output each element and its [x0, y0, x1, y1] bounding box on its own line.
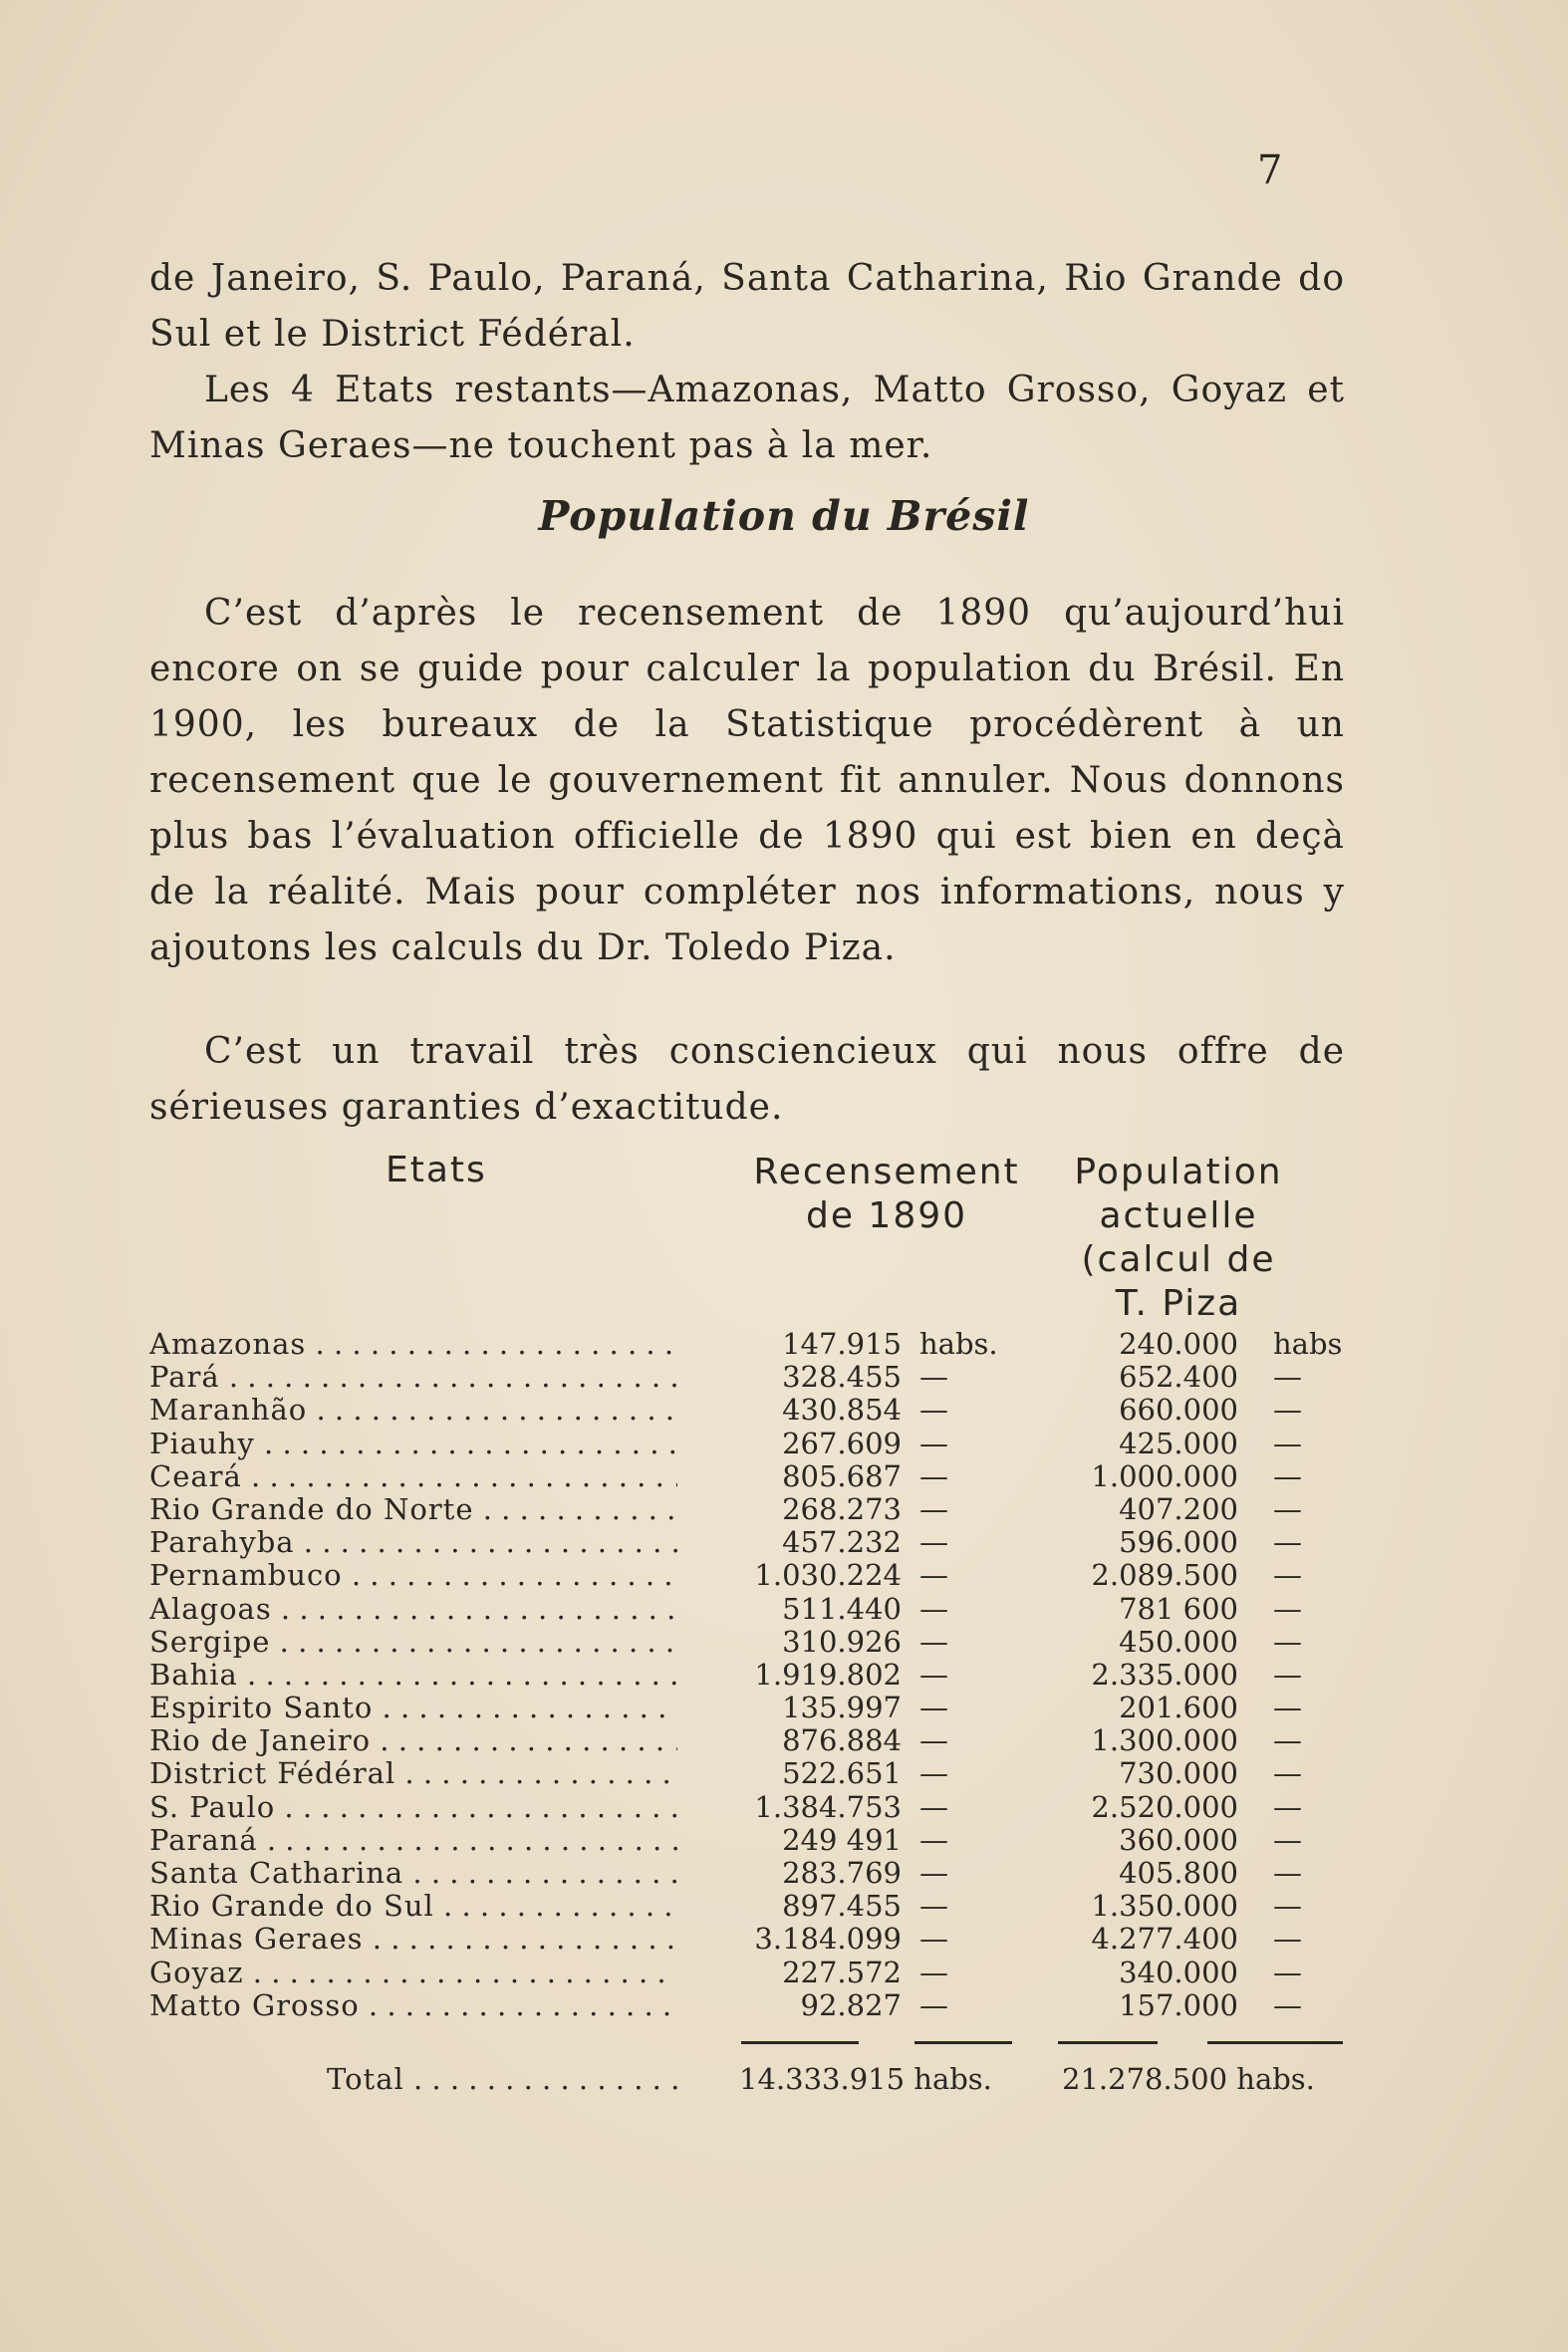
recensement-value: 522.651: [782, 1756, 902, 1791]
recensement-unit: —: [919, 1458, 948, 1493]
population-unit: —: [1273, 1955, 1302, 1989]
population-unit: —: [1273, 1691, 1302, 1725]
recensement-value: 897.455: [782, 1889, 902, 1924]
state-name: S. Paulo . . .: [149, 1791, 677, 1824]
population-value: 2.520.000: [1091, 1789, 1238, 1824]
state-name: Pará . . .: [149, 1361, 677, 1394]
population-value: 4.277.400: [1091, 1922, 1238, 1957]
recensement-value: 430.854: [782, 1393, 902, 1428]
state-name: Maranhão . . .: [149, 1394, 677, 1427]
recensement-unit: habs.: [919, 1327, 998, 1361]
state-name: Rio Grande do Sul . . .: [149, 1890, 677, 1923]
recensement-value: 876.884: [782, 1723, 902, 1758]
population-unit: —: [1273, 1657, 1302, 1692]
recensement-unit: —: [919, 1558, 948, 1593]
table-row: [149, 1824, 1345, 1857]
recensement-unit: —: [919, 1889, 948, 1924]
table-row: [149, 1692, 1345, 1724]
population-value: 407.200: [1119, 1491, 1238, 1526]
recensement-unit: —: [919, 1822, 948, 1857]
population-value: 660.000: [1119, 1393, 1238, 1428]
recensement-value: 805.687: [782, 1458, 902, 1493]
table-row: [149, 1559, 1345, 1592]
state-name: Pernambuco . . .: [149, 1559, 677, 1592]
state-name: Sergipe . . .: [149, 1626, 677, 1659]
total-rule: [1058, 2041, 1158, 2044]
recensement-unit: —: [919, 1723, 948, 1758]
recensement-unit: —: [919, 1525, 948, 1560]
recensement-value: 147.915: [782, 1327, 902, 1361]
total-rule: [915, 2041, 1012, 2044]
table-row: [149, 1328, 1345, 1361]
recensement-unit: —: [919, 1591, 948, 1626]
population-unit: —: [1273, 1360, 1302, 1395]
column-header-etats: Etats: [386, 1150, 487, 1190]
table-row: [149, 1460, 1345, 1493]
table-row: [149, 1593, 1345, 1626]
recensement-value: 267.609: [782, 1426, 902, 1460]
population-value: 157.000: [1119, 1987, 1238, 2022]
table-row: [149, 1626, 1345, 1659]
table-row: [149, 1526, 1345, 1559]
state-name: Alagoas . . .: [149, 1593, 677, 1626]
column-header-recensement-line2: de 1890: [805, 1195, 968, 1236]
population-unit: —: [1273, 1822, 1302, 1857]
recensement-unit: —: [919, 1756, 948, 1791]
population-table: [149, 1328, 1345, 2022]
paragraph-coast: Les 4 Etats restants—Amazonas, Matto Grosso, Goyaz et Minas Geraes—ne touchent pas à la mer.: [149, 370, 1345, 466]
population-unit: habs: [1273, 1327, 1343, 1361]
section-title: Population du Brésil: [538, 492, 1030, 540]
population-value: 2.335.000: [1091, 1657, 1238, 1692]
page-number: 7: [1257, 147, 1283, 193]
recensement-value: 457.232: [782, 1525, 902, 1560]
table-row: [149, 1989, 1345, 2022]
table-row: [149, 1361, 1345, 1394]
population-value: 450.000: [1119, 1624, 1238, 1659]
paragraph-travail: C’est un travail très consciencieux qui nous offre de sérieuses garanties d’exactitude.: [149, 1031, 1345, 1128]
population-unit: —: [1273, 1591, 1302, 1626]
population-value: 1.350.000: [1091, 1889, 1238, 1924]
column-header-population-line3: (calcul de: [1081, 1239, 1276, 1280]
population-unit: —: [1273, 1856, 1302, 1890]
table-row: [149, 1493, 1345, 1526]
population-unit: —: [1273, 1756, 1302, 1791]
population-value: 1.000.000: [1091, 1458, 1238, 1493]
table-row: [149, 1428, 1345, 1460]
recensement-unit: —: [919, 1624, 948, 1659]
column-header-population-line4: T. Piza: [1115, 1283, 1242, 1324]
population-value: 730.000: [1119, 1756, 1238, 1791]
table-row: [149, 1757, 1345, 1790]
population-unit: —: [1273, 1624, 1302, 1659]
recensement-unit: —: [919, 1426, 948, 1460]
recensement-unit: —: [919, 1922, 948, 1957]
table-row: [149, 1890, 1345, 1923]
recensement-unit: —: [919, 1393, 948, 1428]
population-value: 2.089.500: [1091, 1558, 1238, 1593]
text-block-travail: [149, 1024, 1345, 1136]
population-unit: —: [1273, 1426, 1302, 1460]
table-row: [149, 1659, 1345, 1692]
column-header-population: [1064, 1151, 1293, 1326]
population-value: 360.000: [1119, 1822, 1238, 1857]
population-value: 1.300.000: [1091, 1723, 1238, 1758]
population-unit: —: [1273, 1922, 1302, 1957]
recensement-value: 328.455: [782, 1360, 902, 1395]
total-recensement: 14.333.915 habs.: [739, 2062, 992, 2096]
state-name: Amazonas . . .: [149, 1328, 677, 1361]
recensement-value: 3.184.099: [754, 1922, 902, 1957]
population-unit: —: [1273, 1393, 1302, 1428]
state-name: Santa Catharina . . .: [149, 1857, 677, 1890]
total-rule: [741, 2041, 859, 2044]
paragraph-intro: de Janeiro, S. Paulo, Paraná, Santa Catharina, Rio Grande do Sul et le District Fédéral.: [149, 258, 1345, 355]
state-name: Matto Grosso . . .: [149, 1989, 677, 2022]
table-total-row: [149, 2062, 1345, 2096]
population-unit: —: [1273, 1789, 1302, 1824]
column-header-population-line1: Population: [1074, 1152, 1283, 1192]
recensement-unit: —: [919, 1789, 948, 1824]
state-name: District Fédéral . . .: [149, 1757, 677, 1790]
recensement-value: 268.273: [782, 1491, 902, 1526]
population-value: 340.000: [1119, 1955, 1238, 1989]
population-value: 201.600: [1119, 1691, 1238, 1725]
recensement-value: 249 491: [782, 1822, 902, 1857]
population-unit: —: [1273, 1987, 1302, 2022]
state-name: Piauhy . . .: [149, 1428, 677, 1460]
recensement-value: 227.572: [782, 1955, 902, 1989]
column-header-recensement: [737, 1151, 1036, 1238]
total-label: Total . . .: [327, 2062, 685, 2096]
total-population: 21.278.500 habs.: [1062, 2062, 1315, 2096]
table-row: [149, 1394, 1345, 1427]
population-unit: —: [1273, 1889, 1302, 1924]
table-row: [149, 1724, 1345, 1757]
population-value: 781 600: [1119, 1591, 1238, 1626]
state-name: Bahia . . .: [149, 1659, 677, 1692]
recensement-unit: —: [919, 1856, 948, 1890]
population-unit: —: [1273, 1458, 1302, 1493]
state-name: Rio Grande do Norte . . .: [149, 1493, 677, 1526]
recensement-value: 92.827: [800, 1987, 902, 2022]
column-header-recensement-line1: Recensement: [753, 1152, 1020, 1192]
recensement-value: 283.769: [782, 1856, 902, 1890]
population-value: 652.400: [1119, 1360, 1238, 1395]
population-unit: —: [1273, 1723, 1302, 1758]
table-row: [149, 1923, 1345, 1956]
recensement-value: 135.997: [782, 1691, 902, 1725]
state-name: Minas Geraes . . .: [149, 1923, 677, 1956]
text-block-census: [149, 586, 1345, 976]
recensement-unit: —: [919, 1955, 948, 1989]
state-name: Espirito Santo . . .: [149, 1692, 677, 1724]
table-row: [149, 1791, 1345, 1824]
column-header-population-line2: actuelle: [1099, 1195, 1258, 1236]
population-unit: —: [1273, 1491, 1302, 1526]
population-value: 405.800: [1119, 1856, 1238, 1890]
table-row: [149, 1857, 1345, 1890]
recensement-value: 310.926: [782, 1624, 902, 1659]
population-value: 425.000: [1119, 1426, 1238, 1460]
state-name: Rio de Janeiro . . .: [149, 1724, 677, 1757]
recensement-unit: —: [919, 1657, 948, 1692]
population-unit: —: [1273, 1525, 1302, 1560]
population-value: 240.000: [1119, 1327, 1238, 1361]
table-row: [149, 1957, 1345, 1989]
recensement-value: 1.384.753: [754, 1789, 902, 1824]
recensement-value: 1.919.802: [754, 1657, 902, 1692]
population-unit: —: [1273, 1558, 1302, 1593]
paragraph-census: C’est d’après le recensement de 1890 qu’aujourd’hui encore on se guide pour calculer la population du Brésil. En 1900, les bureaux de la Statistique procédèrent à un recensement que le gouvernement fit annuler. Nous donnons plus bas l’évaluation officielle de 1890 qui est bien en deçà de la réalité. Mais pour compléter nos informations, nous y ajoutons les calculs du Dr. Toledo Piza.: [149, 593, 1345, 968]
recensement-unit: —: [919, 1491, 948, 1526]
recensement-value: 1.030.224: [754, 1558, 902, 1593]
state-name: Parahyba . . .: [149, 1526, 677, 1559]
recensement-unit: —: [919, 1691, 948, 1725]
population-value: 596.000: [1119, 1525, 1238, 1560]
recensement-value: 511.440: [782, 1591, 902, 1626]
recensement-unit: —: [919, 1360, 948, 1395]
total-rule: [1207, 2041, 1343, 2044]
text-block-intro: [149, 251, 1345, 474]
state-name: Paraná . . .: [149, 1824, 677, 1857]
state-name: Goyaz . . .: [149, 1957, 677, 1989]
recensement-unit: —: [919, 1987, 948, 2022]
state-name: Ceará . . .: [149, 1460, 677, 1493]
